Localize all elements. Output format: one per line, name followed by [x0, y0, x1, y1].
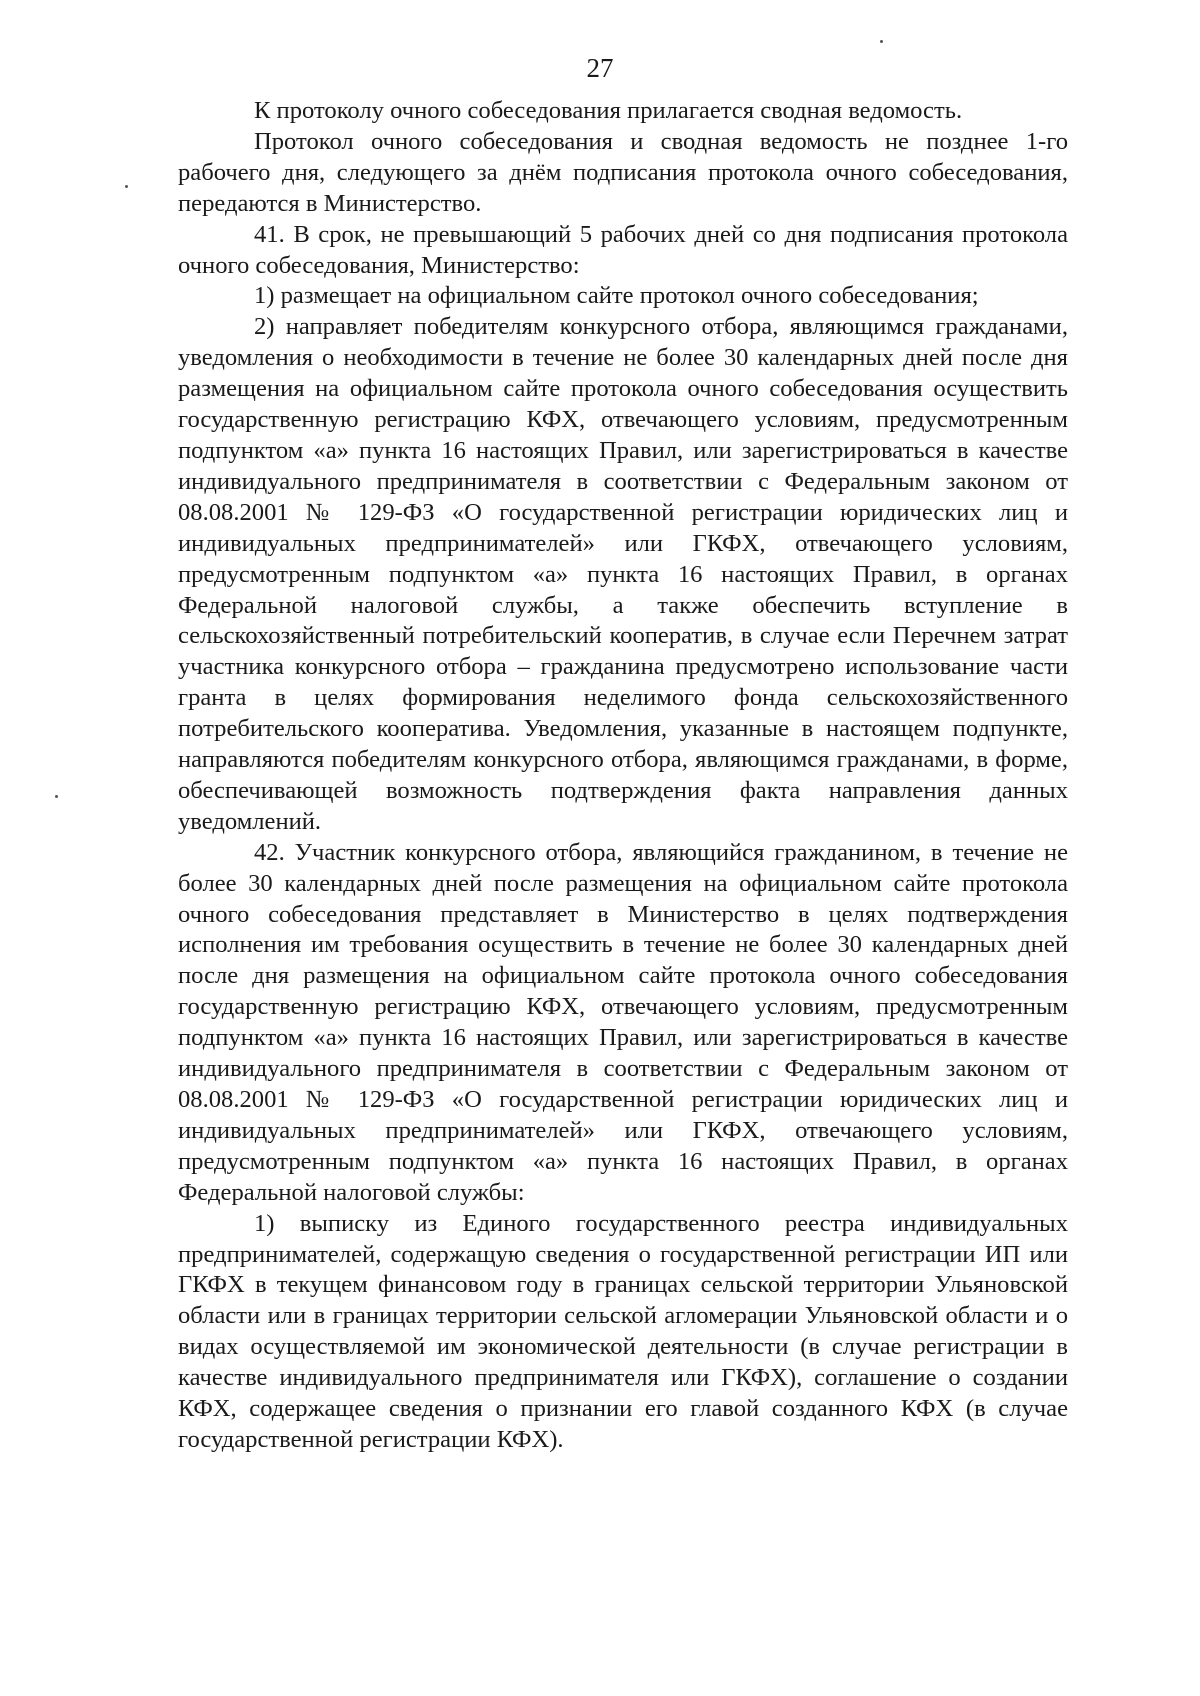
- paragraph-clause-42-item-1: 1) выписку из Единого государственного реестра индивидуальных предпринимателей, содержащую сведения о государственной регистрации ИП или ГКФХ в текущем финансовом году в границах сельской территории Ульяновской области или в границах территории сельской агломерации Ульяновской области и о видах осуществляемой им экономической деятельности (в случае регистрации в качестве индивидуального предпринимателя или ГКФХ), соглашение о создании КФХ, содержащее сведения о признании его главой созданного КФХ (в случае государственной регистрации КФХ).: [178, 1209, 1068, 1453]
- paragraph-clause-41-item-1: 1) размещает на официальном сайте протокол очного собеседования;: [254, 282, 979, 310]
- scan-speck: [55, 795, 58, 798]
- paragraph-transfer: Протокол очного собеседования и сводная ведомость не позднее 1-го рабочего дня, следующего за днём подписания протокола очного собеседования, передаются в Министерство.: [178, 127, 1068, 217]
- scan-speck: [880, 40, 883, 43]
- document-body: [178, 96, 1068, 1456]
- paragraph-attachment: К протоколу очного собеседования прилагается сводная ведомость.: [254, 97, 963, 124]
- paragraph-clause-42: 42. Участник конкурсного отбора, являющийся гражданином, в течение не более 30 календарных дней после размещения на официальном сайте протокола очного собеседования представляет в Министерство в целях подтверждения исполнения им требования осуществить в течение не более 30 календарных дней после дня размещения на официальном сайте протокола очного собеседования государственную регистрацию КФХ, отвечающего условиям, предусмотренным подпунктом «а» пункта 16 настоящих Правил, или зарегистрироваться в качестве индивидуального предпринимателя в соответствии с Федеральным законом от 08.08.2001 № 129-ФЗ «О государственной регистрации юридических лиц и индивидуальных предпринимателей» или ГКФХ, отвечающего условиям, предусмотренным подпунктом «а» пункта 16 настоящих Правил, в органах Федеральной налоговой службы:: [178, 838, 1068, 1206]
- paragraph-clause-41-item-2: 2) направляет победителям конкурсного отбора, являющимся гражданами, уведомления о необходимости в течение не более 30 календарных дней после дня размещения на официальном сайте протокола очного собеседования осуществить государственную регистрацию КФХ, отвечающего условиям, предусмотренным подпунктом «а» пункта 16 настоящих Правил, или зарегистрироваться в качестве индивидуального предпринимателя в соответствии с Федеральным законом от 08.08.2001 № 129-ФЗ «О государственной регистрации юридических лиц и индивидуальных предпринимателей» или ГКФХ, отвечающего условиям, предусмотренным подпунктом «а» пункта 16 настоящих Правил, в органах Федеральной налоговой службы, а также обеспечить вступление в сельскохозяйственный потребительский кооператив, в случае если Перечнем затрат участника конкурсного отбора – гражданина предусмотрено использование части гранта в целях формирования неделимого фонда сельскохозяйственного потребительского кооператива. Уведомления, указанные в настоящем подпункте, направляются победителям конкурсного отбора, являющимся гражданами, в форме, обеспечивающей возможность подтверждения факта направления данных уведомлений.: [178, 313, 1068, 835]
- scan-speck: [125, 185, 128, 188]
- paragraph-clause-41: 41. В срок, не превышающий 5 рабочих дней со дня подписания протокола очного собеседования, Министерство:: [178, 220, 1068, 279]
- page-number: 27: [586, 53, 614, 83]
